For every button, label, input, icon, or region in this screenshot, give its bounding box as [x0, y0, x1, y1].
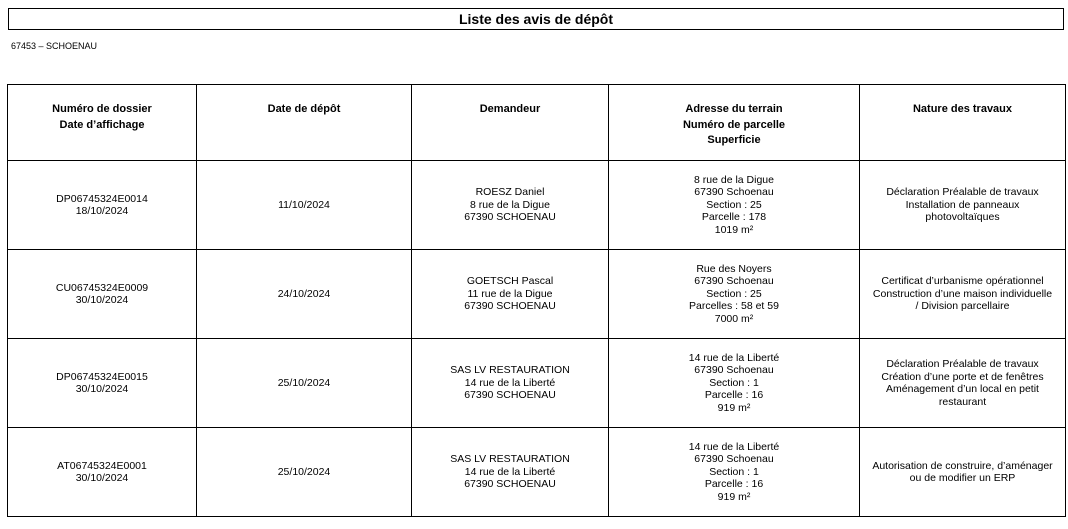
cell-dossier: CU06745324E0009 30/10/2024: [8, 250, 197, 339]
cell-date-depot: 25/10/2024: [197, 428, 412, 517]
cell-nature: Autorisation de construire, d’aménager ou de modifier un ERP: [860, 428, 1066, 517]
header-date-depot: Date de dépôt: [197, 85, 412, 161]
cell-adresse: 8 rue de la Digue 67390 Schoenau Section : 25 Parcelle : 178 1019 m²: [609, 161, 860, 250]
cell-date-depot: 25/10/2024: [197, 339, 412, 428]
cell-date-depot: 24/10/2024: [197, 250, 412, 339]
cell-nature: Déclaration Préalable de travaux Création d’une porte et de fenêtres Aménagement d’un local en petit restaurant: [860, 339, 1066, 428]
table-row: [8, 250, 1066, 339]
header-adresse: Adresse du terrain Numéro de parcelle Superficie: [609, 85, 860, 161]
commune-label: 67453 – SCHOENAU: [11, 41, 98, 51]
avis-table: [7, 84, 1066, 517]
page-title: Liste des avis de dépôt: [8, 8, 1064, 30]
cell-dossier: AT06745324E0001 30/10/2024: [8, 428, 197, 517]
table-row: [8, 339, 1066, 428]
header-nature: Nature des travaux: [860, 85, 1066, 161]
cell-demandeur: SAS LV RESTAURATION 14 rue de la Liberté 67390 SCHOENAU: [412, 428, 609, 517]
cell-adresse: 14 rue de la Liberté 67390 Schoenau Section : 1 Parcelle : 16 919 m²: [609, 428, 860, 517]
table-row: [8, 428, 1066, 517]
cell-nature: Certificat d’urbanisme opérationnel Construction d’une maison individuelle / Division parcellaire: [860, 250, 1066, 339]
cell-adresse: 14 rue de la Liberté 67390 Schoenau Section : 1 Parcelle : 16 919 m²: [609, 339, 860, 428]
cell-dossier: DP06745324E0014 18/10/2024: [8, 161, 197, 250]
cell-dossier: DP06745324E0015 30/10/2024: [8, 339, 197, 428]
table-row: [8, 161, 1066, 250]
table-header-row: [8, 85, 1066, 161]
cell-demandeur: ROESZ Daniel 8 rue de la Digue 67390 SCHOENAU: [412, 161, 609, 250]
header-demandeur: Demandeur: [412, 85, 609, 161]
cell-adresse: Rue des Noyers 67390 Schoenau Section : 25 Parcelles : 58 et 59 7000 m²: [609, 250, 860, 339]
cell-date-depot: 11/10/2024: [197, 161, 412, 250]
header-dossier: Numéro de dossier Date d’affichage: [8, 85, 197, 161]
cell-nature: Déclaration Préalable de travaux Installation de panneaux photovoltaïques: [860, 161, 1066, 250]
cell-demandeur: SAS LV RESTAURATION 14 rue de la Liberté 67390 SCHOENAU: [412, 339, 609, 428]
cell-demandeur: GOETSCH Pascal 11 rue de la Digue 67390 SCHOENAU: [412, 250, 609, 339]
